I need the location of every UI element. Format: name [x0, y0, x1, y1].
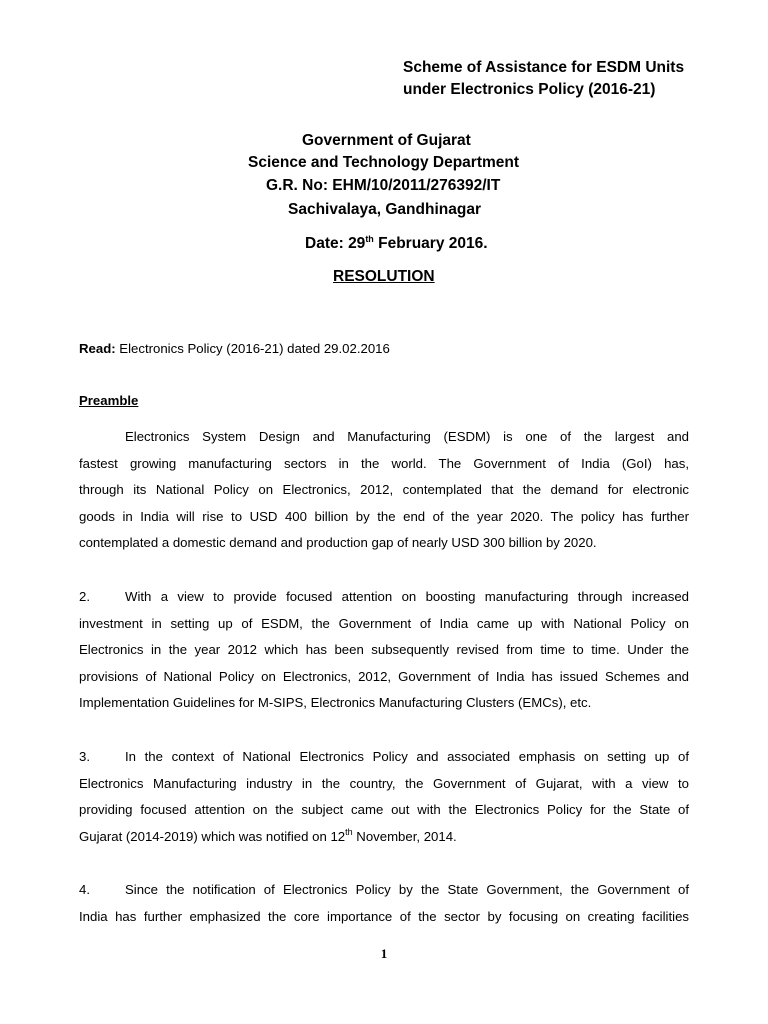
- paragraph-line: fastest growing manufacturing sectors in the world. The Government of India (GoI) has,: [79, 455, 689, 471]
- preamble-heading: Preamble: [79, 393, 139, 408]
- paragraph-number: 4.: [79, 882, 90, 897]
- preamble-paragraph: [79, 424, 689, 557]
- paragraph-line: 2. With a view to provide focused attention on boosting manufacturing through increased: [79, 584, 689, 611]
- scheme-title-line-1: Scheme of Assistance for ESDM Units: [403, 59, 685, 76]
- paragraph-number: 2.: [79, 589, 90, 604]
- paragraph-line: Electronics in the year 2012 which has been subsequently revised from time to time. Under the: [79, 642, 689, 658]
- page-number: 1: [380, 946, 388, 961]
- paragraph-line: contemplated a domestic demand and production gap of nearly USD 300 billion by 2020.: [79, 535, 597, 551]
- paragraph-number: 3.: [79, 749, 90, 764]
- scheme-title-line-2: under Electronics Policy (2016-21): [403, 81, 656, 98]
- read-reference: [79, 341, 390, 356]
- paragraph-line: providing focused attention on the subject came out with the Electronics Policy for the State of: [79, 802, 689, 818]
- paragraph-line: Implementation Guidelines for M-SIPS, Electronics Manufacturing Clusters (EMCs), etc.: [79, 695, 592, 711]
- paragraph-line: 3. In the context of National Electronics Policy and associated emphasis on setting up of: [79, 744, 689, 771]
- office-date: [305, 235, 488, 253]
- paragraph-3: [79, 744, 689, 850]
- date-prefix: Date: 29: [305, 235, 366, 252]
- date-suffix: February 2016.: [373, 235, 488, 252]
- paragraph-line: through its National Policy on Electronics, 2012, contemplated that the demand for electronic: [79, 482, 689, 498]
- scheme-title: [403, 57, 684, 101]
- paragraph-4: [79, 877, 689, 930]
- paragraph-line: investment in setting up of ESDM, the Government of India came up with National Policy on: [79, 615, 689, 631]
- superscript: th: [345, 826, 353, 837]
- office-location: Sachivalaya, Gandhinagar: [288, 201, 481, 218]
- date-superscript: th: [365, 234, 374, 244]
- paragraph-line: goods in India will rise to USD 400 billion by the end of the year 2020. The policy has further: [79, 508, 689, 524]
- paragraph-2: [79, 584, 689, 717]
- office-department: Science and Technology Department: [248, 154, 520, 171]
- paragraph-line: Electronics Manufacturing industry in the country, the Government of Gujarat, with a view to: [79, 775, 689, 791]
- office-gr-number: G.R. No: EHM/10/2011/276392/IT: [266, 177, 501, 194]
- paragraph-line: Gujarat (2014-2019) which was notified on 12th November, 2014.: [79, 826, 457, 844]
- paragraph-line: 4. Since the notification of Electronics Policy by the State Government, the Government of: [79, 877, 689, 904]
- resolution-heading: RESOLUTION: [333, 268, 435, 285]
- read-label: Read:: [79, 341, 116, 356]
- paragraph-line: Electronics System Design and Manufacturing (ESDM) is one of the largest and: [125, 429, 689, 444]
- read-text: Electronics Policy (2016-21) dated 29.02.2016: [115, 341, 390, 356]
- office-government: Government of Gujarat: [302, 132, 471, 149]
- paragraph-line: India has further emphasized the core importance of the sector by focusing on creating facilities: [79, 908, 689, 924]
- paragraph-line: provisions of National Policy on Electronics, 2012, Government of India has issued Schemes and: [79, 668, 689, 684]
